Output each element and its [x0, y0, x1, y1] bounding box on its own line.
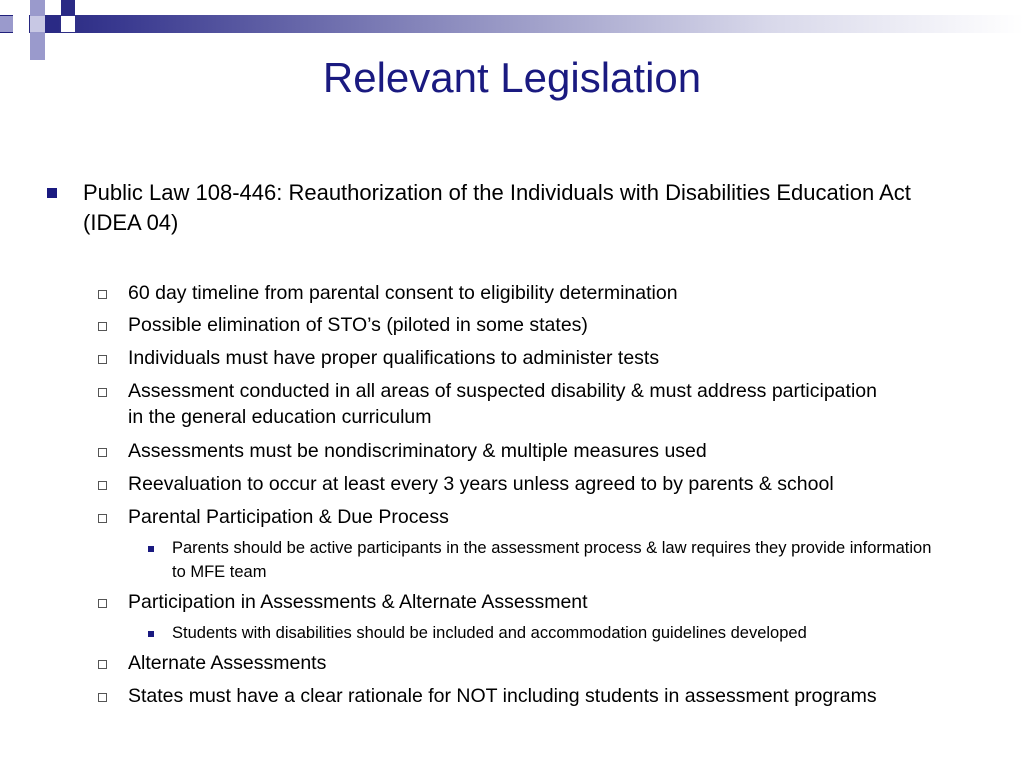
hollow-square-bullet-icon — [98, 448, 107, 457]
main-bullet-text: Public Law 108-446: Reauthorization of the Individuals with Disabilities Education Act (IDEA 04) — [83, 180, 911, 235]
hollow-square-bullet-icon — [98, 322, 107, 331]
list-item: Parental Participation & Due Process — [128, 506, 449, 528]
hollow-square-bullet-icon — [98, 481, 107, 490]
list-item: Assessments must be nondiscriminatory & multiple measures used — [128, 440, 707, 462]
hollow-square-bullet-icon — [98, 388, 107, 397]
list-item: Individuals must have proper qualifications to administer tests — [128, 347, 660, 369]
square-bullet-icon — [47, 188, 57, 198]
hollow-square-bullet-icon — [98, 355, 107, 364]
list-subitem: Students with disabilities should be included and accommodation guidelines developed — [172, 624, 807, 642]
list-item: Assessment conducted in all areas of suspected disability & must address participation in the general education curriculum — [128, 380, 877, 428]
slide-title: Relevant Legislation — [322, 54, 702, 101]
hollow-square-bullet-icon — [98, 599, 107, 608]
hollow-square-bullet-icon — [98, 660, 107, 669]
list-subitem: Parents should be active participants in the assessment process & law requires they provide information to MFE team — [172, 539, 932, 581]
small-square-bullet-icon — [148, 546, 154, 552]
list-item: Participation in Assessments & Alternate Assessment — [128, 591, 588, 613]
list-item: Reevaluation to occur at least every 3 years unless agreed to by parents & school — [128, 473, 834, 495]
small-square-bullet-icon — [148, 631, 154, 637]
hollow-square-bullet-icon — [98, 290, 107, 299]
list-item: Possible elimination of STO’s (piloted in some states) — [128, 314, 588, 336]
hollow-square-bullet-icon — [98, 693, 107, 702]
list-item: States must have a clear rationale for NOT including students in assessment programs — [128, 685, 877, 707]
list-item: Alternate Assessments — [128, 652, 327, 674]
hollow-square-bullet-icon — [98, 514, 107, 523]
list-item: 60 day timeline from parental consent to eligibility determination — [128, 282, 678, 304]
